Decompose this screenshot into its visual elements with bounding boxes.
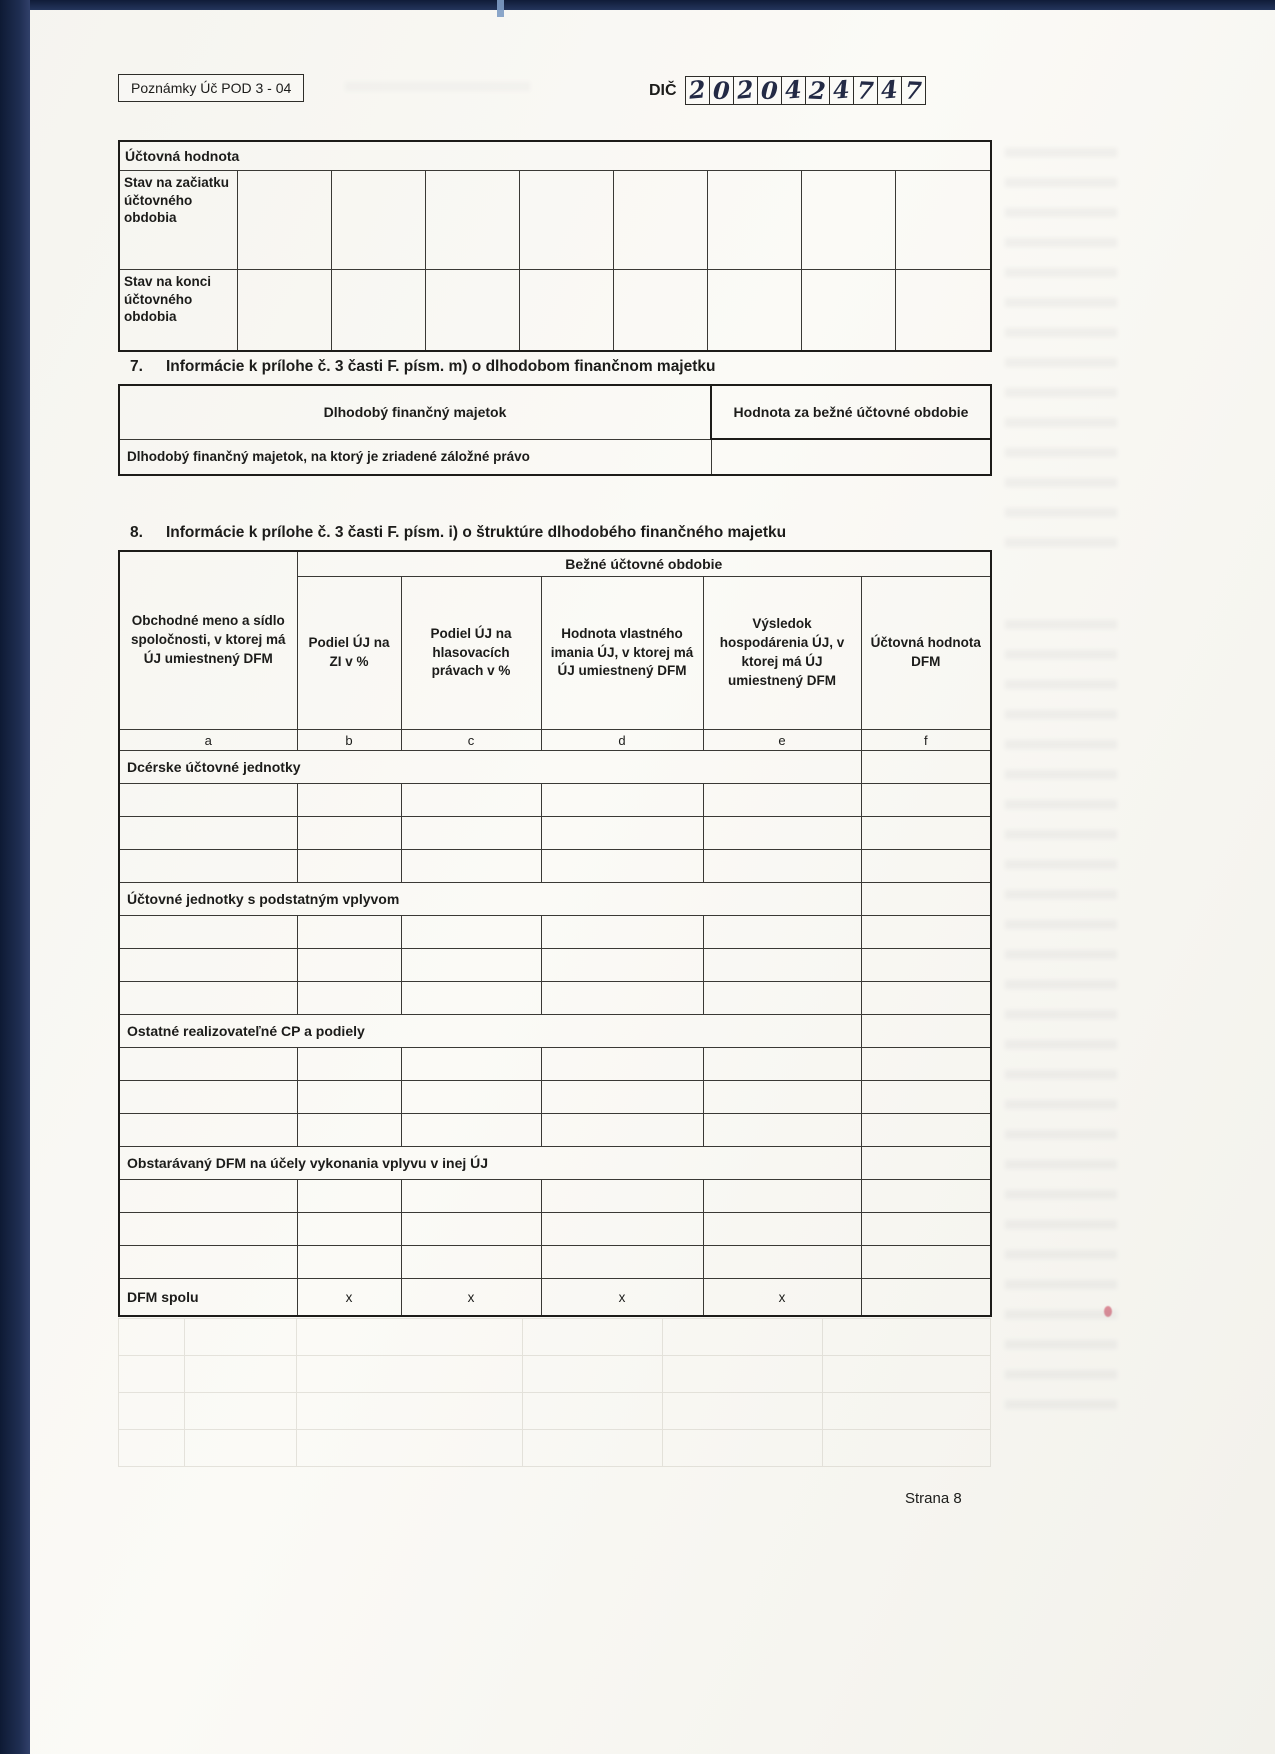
empty-cell xyxy=(401,1246,541,1279)
empty-cell xyxy=(541,817,703,850)
empty-cell xyxy=(703,850,861,883)
empty-cell xyxy=(895,270,991,352)
empty-cell xyxy=(613,171,707,270)
empty-cell xyxy=(861,1081,991,1114)
empty-cell xyxy=(119,817,297,850)
empty-cell xyxy=(861,817,991,850)
col-letter: e xyxy=(703,730,861,751)
empty-cell xyxy=(297,1246,401,1279)
dic-digit: 0 xyxy=(711,75,731,106)
empty-cell xyxy=(401,982,541,1015)
col-letter: c xyxy=(401,730,541,751)
empty-cell xyxy=(297,1114,401,1147)
empty-cell xyxy=(861,916,991,949)
x-mark: x xyxy=(401,1279,541,1317)
empty-cell xyxy=(237,171,331,270)
empty-cell xyxy=(519,171,613,270)
empty-cell xyxy=(707,270,801,352)
page-number: Strana 8 xyxy=(905,1490,962,1507)
section8-title xyxy=(130,524,786,542)
empty-cell xyxy=(237,270,331,352)
col-header-f: Účtovná hodnota DFM xyxy=(861,577,991,730)
empty-cell xyxy=(297,1081,401,1114)
empty-cell xyxy=(703,949,861,982)
empty-cell xyxy=(519,270,613,352)
empty-cell xyxy=(401,949,541,982)
dic-digit: 4 xyxy=(783,74,803,105)
empty-cell xyxy=(703,1180,861,1213)
empty-cell xyxy=(119,1213,297,1246)
bleed-through-smudge xyxy=(1005,620,1117,1430)
empty-cell xyxy=(297,1048,401,1081)
empty-cell xyxy=(861,982,991,1015)
row-label-start: Stav na začiatku účtovného obdobia xyxy=(119,171,237,270)
group-label-dcerske: Dcérske účtovné jednotky xyxy=(119,751,861,784)
scan-edge-left xyxy=(0,0,30,1754)
empty-cell xyxy=(703,916,861,949)
empty-cell xyxy=(801,270,895,352)
empty-cell xyxy=(861,1114,991,1147)
bleed-through-smudge xyxy=(345,82,530,106)
empty-cell xyxy=(861,949,991,982)
dic-cell xyxy=(854,77,878,104)
total-row-label: DFM spolu xyxy=(119,1279,297,1317)
empty-cell xyxy=(861,883,991,916)
dic-digit: 4 xyxy=(831,74,851,105)
empty-cell xyxy=(703,784,861,817)
empty-cell xyxy=(297,916,401,949)
empty-cell xyxy=(711,439,991,475)
dic-digit: 2 xyxy=(735,74,755,105)
col-header-a: Obchodné meno a sídlo spoločnosti, v ktorej má ÚJ umiestnený DFM xyxy=(119,551,297,730)
x-mark: x xyxy=(541,1279,703,1317)
dic-digit: 2 xyxy=(687,74,707,105)
group-label-ostatne-cp: Ostatné realizovateľné CP a podiely xyxy=(119,1015,861,1048)
empty-cell xyxy=(861,1279,991,1317)
empty-cell xyxy=(401,1081,541,1114)
row-label-zalozne-pravo: Dlhodobý finančný majetok, na ktorý je zriadené záložné právo xyxy=(119,439,711,475)
dic-digit: 2 xyxy=(807,75,827,106)
col-letter: f xyxy=(861,730,991,751)
empty-cell xyxy=(401,1048,541,1081)
empty-cell xyxy=(401,817,541,850)
section8-number: 8. xyxy=(130,524,143,541)
section7-table xyxy=(118,384,992,476)
empty-cell xyxy=(119,949,297,982)
dic-digit: 4 xyxy=(879,74,899,105)
empty-cell xyxy=(707,171,801,270)
empty-cell xyxy=(541,1246,703,1279)
x-mark: x xyxy=(297,1279,401,1317)
empty-cell xyxy=(401,1114,541,1147)
section7-title-text: Informácie k prílohe č. 3 časti F. písm. m) o dlhodobom finančnom majetku xyxy=(166,358,716,375)
empty-cell xyxy=(703,1048,861,1081)
empty-cell xyxy=(401,1213,541,1246)
col-header-d: Hodnota vlastného imania ÚJ, v ktorej má ÚJ umiestnený DFM xyxy=(541,577,703,730)
bleed-through-grid xyxy=(118,1318,990,1467)
dic-cell xyxy=(878,74,902,105)
empty-cell xyxy=(331,270,425,352)
x-mark: x xyxy=(703,1279,861,1317)
empty-cell xyxy=(297,1180,401,1213)
empty-cell xyxy=(801,171,895,270)
dic-cell xyxy=(806,77,830,104)
empty-cell xyxy=(401,916,541,949)
empty-cell xyxy=(401,850,541,883)
empty-cell xyxy=(541,1213,703,1246)
col-header-b: Podiel ÚJ na ZI v % xyxy=(297,577,401,730)
row-label-end: Stav na konci účtovného obdobia xyxy=(119,270,237,352)
section8-table xyxy=(118,550,992,1317)
section7-number: 7. xyxy=(130,358,143,375)
accounting-value-table xyxy=(118,140,992,352)
dic-cell xyxy=(902,77,925,104)
empty-cell xyxy=(331,171,425,270)
empty-cell xyxy=(541,1180,703,1213)
empty-cell xyxy=(425,270,519,352)
empty-cell xyxy=(861,751,991,784)
dic-cell xyxy=(782,74,806,105)
empty-cell xyxy=(861,1180,991,1213)
empty-cell xyxy=(297,1213,401,1246)
section7-title xyxy=(130,358,716,376)
dic-cell xyxy=(734,74,758,105)
section8-title-text: Informácie k prílohe č. 3 časti F. písm. i) o štruktúre dlhodobého finančného majetku xyxy=(166,524,787,541)
col-letter: d xyxy=(541,730,703,751)
empty-cell xyxy=(861,1147,991,1180)
empty-cell xyxy=(401,1180,541,1213)
empty-cell xyxy=(541,1081,703,1114)
empty-cell xyxy=(703,817,861,850)
empty-cell xyxy=(541,850,703,883)
col-header-majetok: Dlhodobý finančný majetok xyxy=(119,385,711,439)
empty-cell xyxy=(861,1015,991,1048)
scan-edge-top xyxy=(0,0,1275,10)
empty-cell xyxy=(895,171,991,270)
empty-cell xyxy=(297,850,401,883)
empty-cell xyxy=(119,1114,297,1147)
empty-cell xyxy=(119,916,297,949)
form-code-box xyxy=(118,74,304,102)
empty-cell xyxy=(703,1213,861,1246)
dic-digit: 0 xyxy=(759,75,779,106)
empty-cell xyxy=(541,949,703,982)
empty-cell xyxy=(297,949,401,982)
empty-cell xyxy=(861,784,991,817)
empty-cell xyxy=(861,1246,991,1279)
table-header: Účtovná hodnota xyxy=(119,141,991,171)
col-letter: a xyxy=(119,730,297,751)
empty-cell xyxy=(613,270,707,352)
empty-cell xyxy=(541,982,703,1015)
empty-cell xyxy=(401,784,541,817)
empty-cell xyxy=(861,1213,991,1246)
dic-digit-boxes xyxy=(685,76,926,105)
empty-cell xyxy=(861,1048,991,1081)
empty-cell xyxy=(119,1180,297,1213)
dic-cell xyxy=(710,77,734,104)
empty-cell xyxy=(703,1114,861,1147)
col-header-c: Podiel ÚJ na hlasovacích právach v % xyxy=(401,577,541,730)
span-header-bezne-obdobie: Bežné účtovné obdobie xyxy=(297,551,991,577)
empty-cell xyxy=(703,1246,861,1279)
group-label-podstatny-vplyv: Účtovné jednotky s podstatným vplyvom xyxy=(119,883,861,916)
empty-cell xyxy=(425,171,519,270)
empty-cell xyxy=(541,1114,703,1147)
dic-label: DIČ xyxy=(649,81,677,99)
empty-cell xyxy=(119,982,297,1015)
dic-cell xyxy=(830,74,854,105)
dic-digit: 7 xyxy=(903,75,923,106)
empty-cell xyxy=(541,784,703,817)
col-letter: b xyxy=(297,730,401,751)
empty-cell xyxy=(119,1081,297,1114)
scan-artifact-blue xyxy=(497,0,504,17)
group-label-obstaravany-dfm: Obstarávaný DFM na účely vykonania vplyvu v inej ÚJ xyxy=(119,1147,861,1180)
empty-cell xyxy=(119,1246,297,1279)
empty-cell xyxy=(861,850,991,883)
empty-cell xyxy=(297,784,401,817)
empty-cell xyxy=(119,850,297,883)
form-code-label: Poznámky Úč POD 3 - 04 xyxy=(131,80,292,96)
col-header-hodnota: Hodnota za bežné účtovné obdobie xyxy=(711,385,991,439)
empty-cell xyxy=(541,1048,703,1081)
bleed-through-smudge xyxy=(1005,148,1117,548)
empty-cell xyxy=(703,1081,861,1114)
col-header-e: Výsledok hospodárenia ÚJ, v ktorej má ÚJ umiestnený DFM xyxy=(703,577,861,730)
empty-cell xyxy=(541,916,703,949)
dic-cell xyxy=(758,77,782,104)
empty-cell xyxy=(119,1048,297,1081)
dic-cell xyxy=(686,74,710,105)
dic-digit: 7 xyxy=(855,75,875,106)
empty-cell xyxy=(297,817,401,850)
dic-field xyxy=(649,76,926,105)
empty-cell xyxy=(119,784,297,817)
empty-cell xyxy=(703,982,861,1015)
empty-cell xyxy=(297,982,401,1015)
